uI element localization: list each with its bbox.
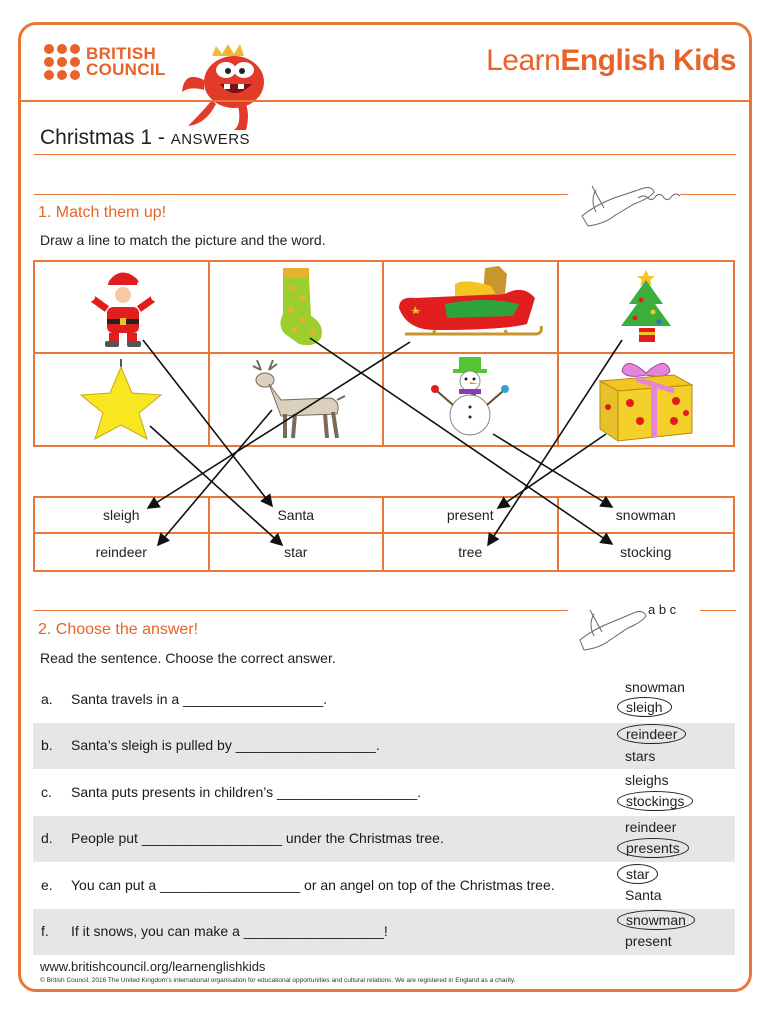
footer-copyright: © British Council, 2016 The United Kingdom’s international organisation for educational opportunities and cultural relations. We are registered in England as a charity. (40, 977, 516, 984)
hand-label: a b c (648, 602, 677, 617)
header-divider (18, 100, 752, 102)
picture-cell-tree (559, 262, 734, 354)
question-letter: b. (41, 737, 53, 753)
reindeer-icon (241, 356, 351, 442)
word-cell: present (384, 498, 559, 534)
section2-divider-right (700, 610, 736, 611)
hand-writing-icon (574, 176, 686, 230)
answer-option: stars (625, 748, 656, 764)
answer-option-circled: snowman (617, 910, 695, 930)
brand-line2: COUNCIL (86, 60, 166, 79)
picture-cell-star (35, 354, 210, 446)
page-title (40, 126, 250, 150)
answer-option-circled: reindeer (617, 724, 686, 744)
stocking-icon (261, 264, 331, 350)
section2-divider (34, 610, 568, 611)
section1-divider (34, 194, 568, 195)
tree-icon (611, 264, 681, 350)
answer-option: Santa (625, 887, 662, 903)
word-cell: Santa (210, 498, 385, 534)
section1-heading: 1. Match them up! (38, 204, 167, 221)
brand-line1: BRITISH (86, 44, 157, 63)
question-row-a (33, 677, 735, 723)
question-row-c (33, 770, 735, 816)
question-text: If it snows, you can make a __________________! (71, 923, 388, 939)
question-letter: f. (41, 923, 49, 939)
logo-english-kids: English Kids (560, 44, 736, 77)
logo-dots-icon (44, 44, 80, 80)
section1-divider-right (680, 194, 736, 195)
word-cell: stocking (620, 544, 672, 560)
section1-instruction: Draw a line to match the picture and the word. (40, 232, 326, 248)
footer-url: www.britishcouncil.org/learnenglishkids (40, 959, 266, 974)
hand-writing-abc-icon (574, 594, 654, 654)
word-grid (33, 496, 735, 572)
picture-cell-sleigh (384, 262, 559, 354)
learnenglish-kids-logo (486, 44, 736, 78)
sleigh-icon (395, 264, 545, 350)
section2-instruction: Read the sentence. Choose the correct answer. (40, 650, 336, 666)
question-letter: d. (41, 830, 53, 846)
question-letter: a. (41, 691, 53, 707)
picture-cell-reindeer (210, 354, 385, 446)
word-cell: snowman (559, 498, 734, 534)
word-cell: sleigh (35, 498, 210, 534)
logo-learn: Learn (486, 44, 561, 77)
question-row-f (33, 909, 735, 955)
word-cell: star (210, 534, 385, 570)
question-letter: c. (41, 784, 52, 800)
question-text: Santa travels in a __________________. (71, 691, 328, 707)
question-text: Santa’s sleigh is pulled by __________________. (71, 737, 380, 753)
question-text: People put __________________ under the Christmas tree. (71, 830, 444, 846)
title-divider (34, 154, 736, 155)
question-text: Santa puts presents in children’s __________________. (71, 784, 422, 800)
answer-option: sleighs (625, 772, 669, 788)
answer-option: snowman (625, 679, 685, 695)
answer-option: reindeer (625, 819, 677, 835)
picture-grid (33, 260, 735, 447)
answer-option-circled: presents (617, 838, 689, 858)
british-council-logo (44, 44, 166, 80)
answer-option-circled: sleigh (617, 697, 672, 717)
section2-heading: 2. Choose the answer! (38, 621, 199, 638)
answer-option-circled: stockings (617, 791, 693, 811)
question-row-b (33, 723, 735, 769)
question-text: You can put a __________________ or an angel on top of the Christmas tree. (71, 877, 555, 893)
picture-cell-snowman (384, 354, 559, 446)
picture-cell-santa (35, 262, 210, 354)
title-main: Christmas 1 - (40, 126, 165, 149)
santa-icon (79, 265, 163, 349)
word-cell: reindeer (35, 534, 210, 570)
monster-mascot-icon (176, 40, 282, 130)
present-icon (596, 355, 696, 443)
answer-option: present (625, 933, 672, 949)
question-row-d (33, 816, 735, 862)
question-letter: e. (41, 877, 53, 893)
answer-option-circled: star (617, 864, 658, 884)
title-suffix: ANSWERS (170, 131, 251, 148)
star-icon (73, 357, 169, 441)
snowman-icon (425, 355, 515, 443)
picture-cell-stocking (210, 262, 385, 354)
question-row-e (33, 863, 735, 909)
word-cell: tree (384, 534, 559, 570)
picture-cell-present (559, 354, 734, 446)
